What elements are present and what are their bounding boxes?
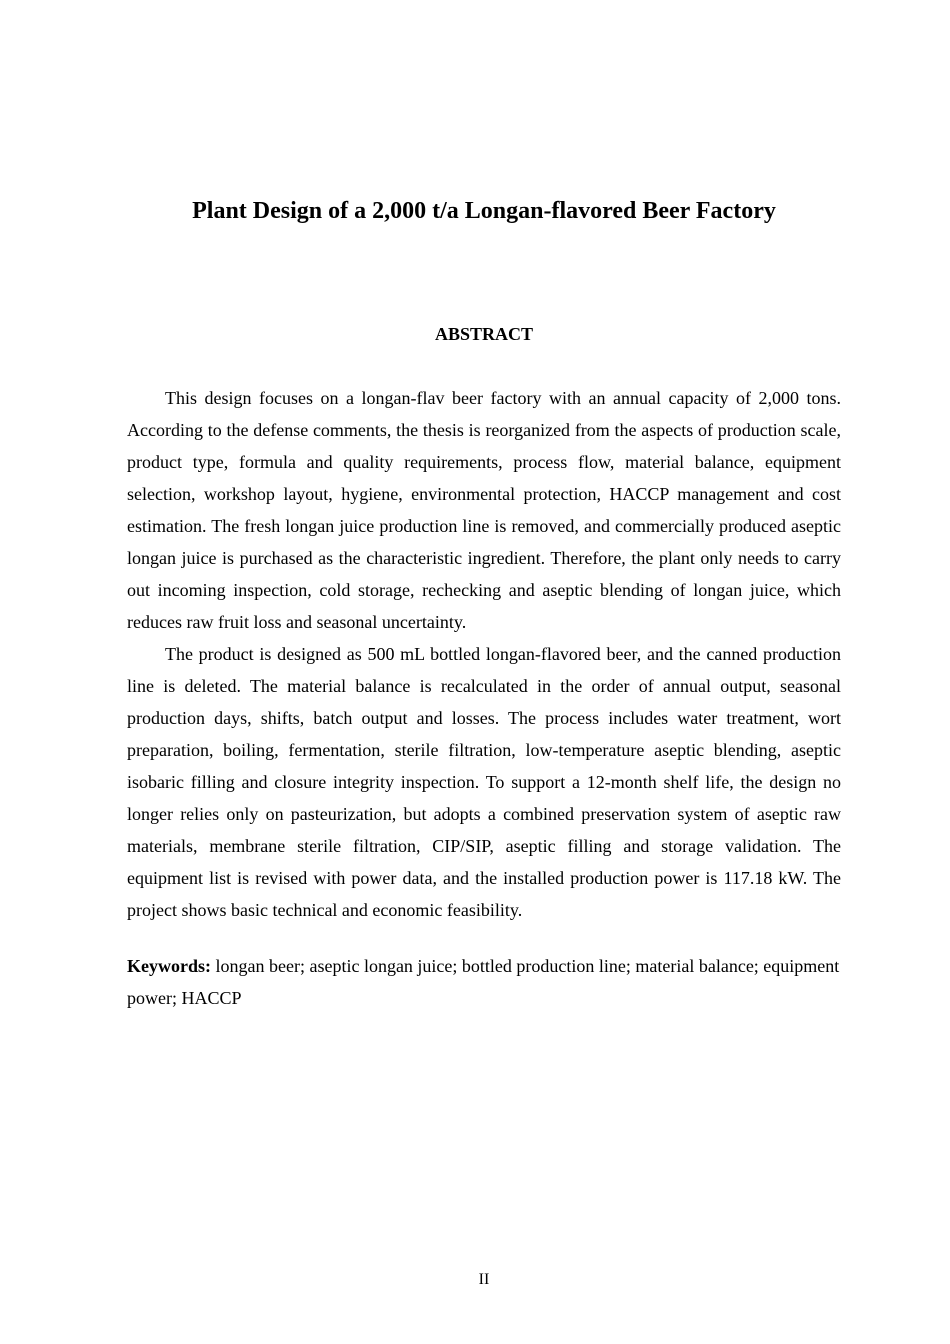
page-number: II bbox=[478, 1271, 490, 1288]
keywords-label: Keywords: bbox=[127, 956, 211, 976]
abstract-paragraph-1: This design focuses on a longan-flav beer factory with an annual capacity of 2,000 tons. According to the defense comments, the thesis is reorganized from the aspects of production scale, product type, formula and quality requirements, process flow, material balance, equipment selection, workshop layout, hygiene, environmental protection, HACCP management and cost estimation. The fresh longan juice production line is removed, and commercially produced aseptic longan juice is purchased as the characteristic ingredient. Therefore, the plant only needs to carry out incoming inspection, cold storage, rechecking and aseptic blending of longan juice, which reduces raw fruit loss and seasonal uncertainty. bbox=[127, 388, 841, 632]
abstract-paragraph-2: The product is designed as 500 mL bottled longan-flavored beer, and the canned production line is deleted. The material balance is recalculated in the order of annual output, seasonal production days, shifts, batch output and losses. The process includes water treatment, wort preparation, boiling, fermentation, sterile filtration, low-temperature aseptic blending, aseptic isobaric filling and closure integrity inspection. To support a 12-month shelf life, the design no longer relies only on pasteurization, but adopts a combined preservation system of aseptic raw materials, membrane sterile filtration, CIP/SIP, aseptic filling and storage validation. The equipment list is revised with power data, and the installed production power is 117.18 kW. The project shows basic technical and economic feasibility. bbox=[127, 644, 841, 920]
keywords-line bbox=[127, 950, 841, 1014]
abstract-heading: ABSTRACT bbox=[434, 324, 534, 344]
paper-title: Plant Design of a 2,000 t/a Longan-flavored Beer Factory bbox=[192, 198, 776, 224]
abstract-body bbox=[127, 382, 841, 926]
keywords-text: longan beer; aseptic longan juice; bottled production line; material balance; equipment power; HACCP bbox=[127, 956, 840, 1008]
